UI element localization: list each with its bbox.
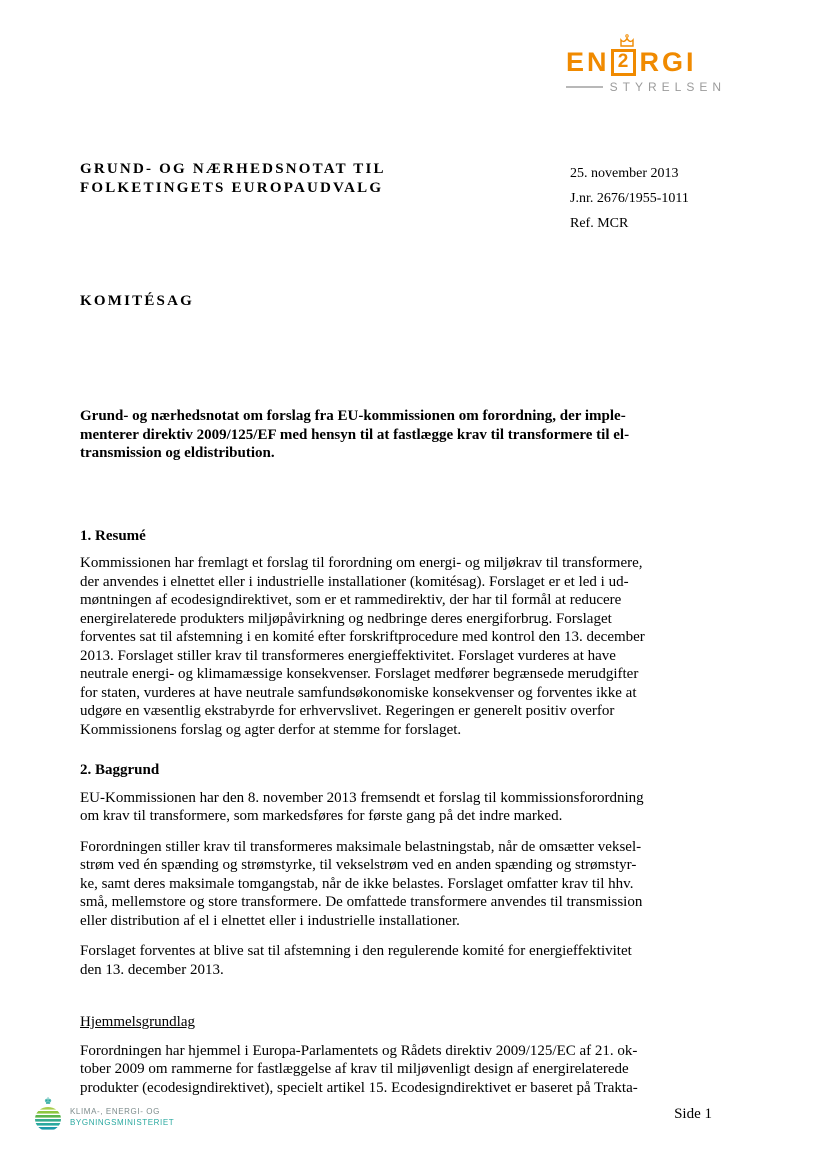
globe-icon — [34, 1106, 62, 1137]
hjemmelsgrundlag-heading: Hjemmelsgrundlag — [80, 1014, 195, 1030]
ministry-logo — [34, 1097, 174, 1137]
ministry-name-line1: KLIMA-, ENERGI- OG — [70, 1107, 160, 1116]
energi-wordmark — [566, 47, 726, 77]
page-number: Side 1 — [674, 1106, 712, 1122]
baggrund-paragraph-1: EU-Kommissionen har den 8. november 2013 fremsendt et forslag til kommissionsforordning om krav til transformere, som markedsføres for første gang på det indre marked. — [80, 789, 644, 824]
energi-logo-2-glyph: 2 — [617, 51, 629, 72]
ministry-name — [70, 1106, 174, 1128]
intro-paragraph: Grund- og nærhedsnotat om forslag fra EU-kommissionen om forordning, der imple- menterer direktiv 2009/125/EF med hensyn til at fastlægge krav til transformere til el- transmission og eldistribution. — [80, 408, 630, 461]
ministry-globe-stack — [34, 1097, 62, 1137]
journal-number: J.nr. 2676/1955-1011 — [570, 191, 689, 206]
hjemmelsgrundlag-paragraph: Forordningen har hjemmel i Europa-Parlamentets og Rådets direktiv 2009/125/EC af 21. ok- tober 2009 om rammerne for fastlæggelse af krav til miljøvenligt design af energirelaterede produkter (ecodesigndirektivet), specielt artikel 15. Ecodesigndirektivet er baseret på Trakta- — [80, 1042, 638, 1096]
ministry-name-line2: BYGNINGSMINISTERIET — [70, 1118, 175, 1127]
styrelsen-row — [566, 80, 726, 94]
document-date: 25. november 2013 — [570, 166, 679, 181]
ministry-crown-icon: ♚ — [43, 1096, 53, 1106]
section-2-heading: 2. Baggrund — [80, 762, 160, 778]
energistyrelsen-logo — [566, 34, 726, 94]
baggrund-paragraph-3: Forslaget forventes at blive sat til afstemning i den regulerende komité for energieffektivitet den 13. december 2013. — [80, 943, 632, 978]
energi-logo-2-icon — [611, 49, 636, 76]
document-body — [80, 407, 730, 1097]
styrelsen-label: STYRELSEN — [609, 80, 726, 94]
energi-wordmark-left: EN — [566, 47, 610, 77]
crown-icon — [618, 34, 636, 47]
resume-paragraph: Kommissionen har fremlagt et forslag til forordning om energi- og miljøkrav til transformere, der anvendes i elnettet eller i industrielle installationer (komitésag). Forslaget er et led i ud- møntningen af ecodesigndirektivet, som er et rammedirektiv, der har til formål at reducere energirelaterede produkters miljøpåvirkning og nedbringe deres energiforbrug. Forslaget forventes sat til afstemning i en komité efter forskriftprocedure med kontrol den 13. december 2013. Forslaget stiller krav til transformeres energieffektivitet. Forslaget vurderes at have neutrale energi- og klimamæssige konsekvenser. Forslaget medfører begrænsede merudgifter for staten, vurderes at have neutrale samfundsøkonomiske konsekvenser og forventes ikke at udgøre en væsentlig ekstrabyrde for erhvervslivet. Regeringen er generelt positiv overfor Kommissionens forslag og agter derfor at stemme for forslaget. — [80, 555, 645, 738]
komitesag-heading: KOMITÉSAG — [80, 293, 194, 309]
energi-wordmark-right: RGI — [639, 47, 697, 77]
baggrund-paragraph-2: Forordningen stiller krav til transformeres maksimale belastningstab, når de omsætter veksel- strøm ved én spænding og strømstyrke, til vekselstrøm ved en anden spænding og strømstyr- ke, samt deres maksimale tomgangstab, når de ikke belastes. Forslaget omfatter krav til hhv. små, mellemstore og store transformere. De omfattede transformere anvendes til transmission eller distribution af el i elnettet eller i industrielle installationer. — [80, 838, 643, 929]
section-1-heading: 1. Resumé — [80, 527, 146, 544]
document-meta — [570, 161, 689, 236]
logo-underline — [566, 86, 603, 88]
reference: Ref. MCR — [570, 216, 629, 231]
document-title: GRUND- OG NÆRHEDSNOTAT TIL FOLKETINGETS EUROPAUDVALG — [80, 161, 386, 196]
